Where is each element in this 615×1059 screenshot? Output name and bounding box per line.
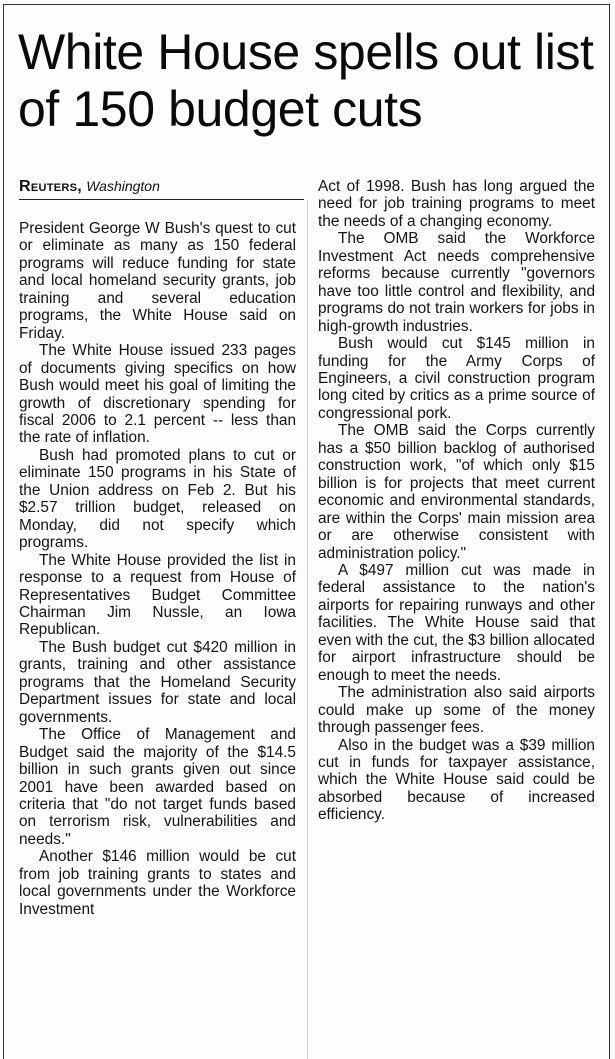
- article-paragraph: Also in the budget was a $39 million cut in funds for taxpayer assistance, which the White House said could be absorbed because of increased efficiency.: [318, 736, 595, 824]
- byline: [19, 177, 304, 200]
- article-paragraph-carryover: Act of 1998. Bush has long argued the need for job training programs to meet the needs of a changing economy.: [318, 178, 595, 230]
- byline-location: Washington: [86, 178, 160, 194]
- byline-agency: Reuters,: [19, 178, 83, 195]
- article-paragraph: The White House issued 233 pages of documents giving specifics on how Bush would meet his goal of limiting the growth of discretionary spending for fiscal 2006 to 2.1 percent -- less than the rate of inflation.: [19, 342, 296, 447]
- article-paragraph: Bush would cut $145 million in funding for the Army Corps of Engineers, a civil construction program long cited by critics as a prime source of congressional pork.: [318, 335, 595, 422]
- column-divider: [307, 200, 308, 1059]
- article-paragraph: The White House provided the list in response to a request from House of Representatives Budget Committee Chairman Jim Nussle, an Iowa Republican.: [19, 551, 296, 639]
- article-paragraph: The administration also said airports could make up some of the money through passenger fees.: [318, 684, 595, 737]
- article-paragraph-continued: Another $146 million would be cut from job training grants to states and local governments under the Workforce Investment: [19, 848, 296, 918]
- article-column-2: [318, 178, 595, 824]
- article-paragraph: The Office of Management and Budget said the majority of the $14.5 billion in such grants given out since 2001 have been awarded based on criteria that "do not target funds based on terrorism risk, vulnerabilities and needs.": [19, 726, 296, 848]
- article-paragraph: Bush had promoted plans to cut or eliminate 150 programs in his State of the Union address on Feb 2. But his $2.57 trillion budget, released on Monday, did not specify which programs.: [19, 446, 296, 552]
- article-paragraph: The OMB said the Workforce Investment Act needs comprehensive reforms because currently "governors have too little control and flexibility, and programs do not train workers for jobs in high-growth industries.: [318, 230, 595, 335]
- article-paragraph: The Bush budget cut $420 million in grants, training and other assistance programs that the Homeland Security Department issues for state and local governments.: [19, 638, 296, 726]
- article-column-1: [19, 220, 296, 918]
- article-paragraph: The OMB said the Corps currently has a $50 billion backlog of authorised construction work, "of which only $15 billion is for projects that meet current economic and environmental standards, are within the Corps' main mission area or are otherwise consistent with administration policy.": [318, 422, 595, 562]
- article-paragraph: A $497 million cut was made in federal assistance to the nation's airports for repairing runways and other facilities. The White House said that even with the cut, the $3 billion allocated for airport infrastructure should be enough to meet the needs.: [318, 561, 595, 684]
- headline: White House spells out list of 150 budget cuts: [18, 24, 594, 137]
- article-paragraph: President George W Bush's quest to cut or eliminate as many as 150 federal programs will reduce funding for state and local homeland security grants, job training and several education programs, the White House said on Friday.: [19, 220, 296, 342]
